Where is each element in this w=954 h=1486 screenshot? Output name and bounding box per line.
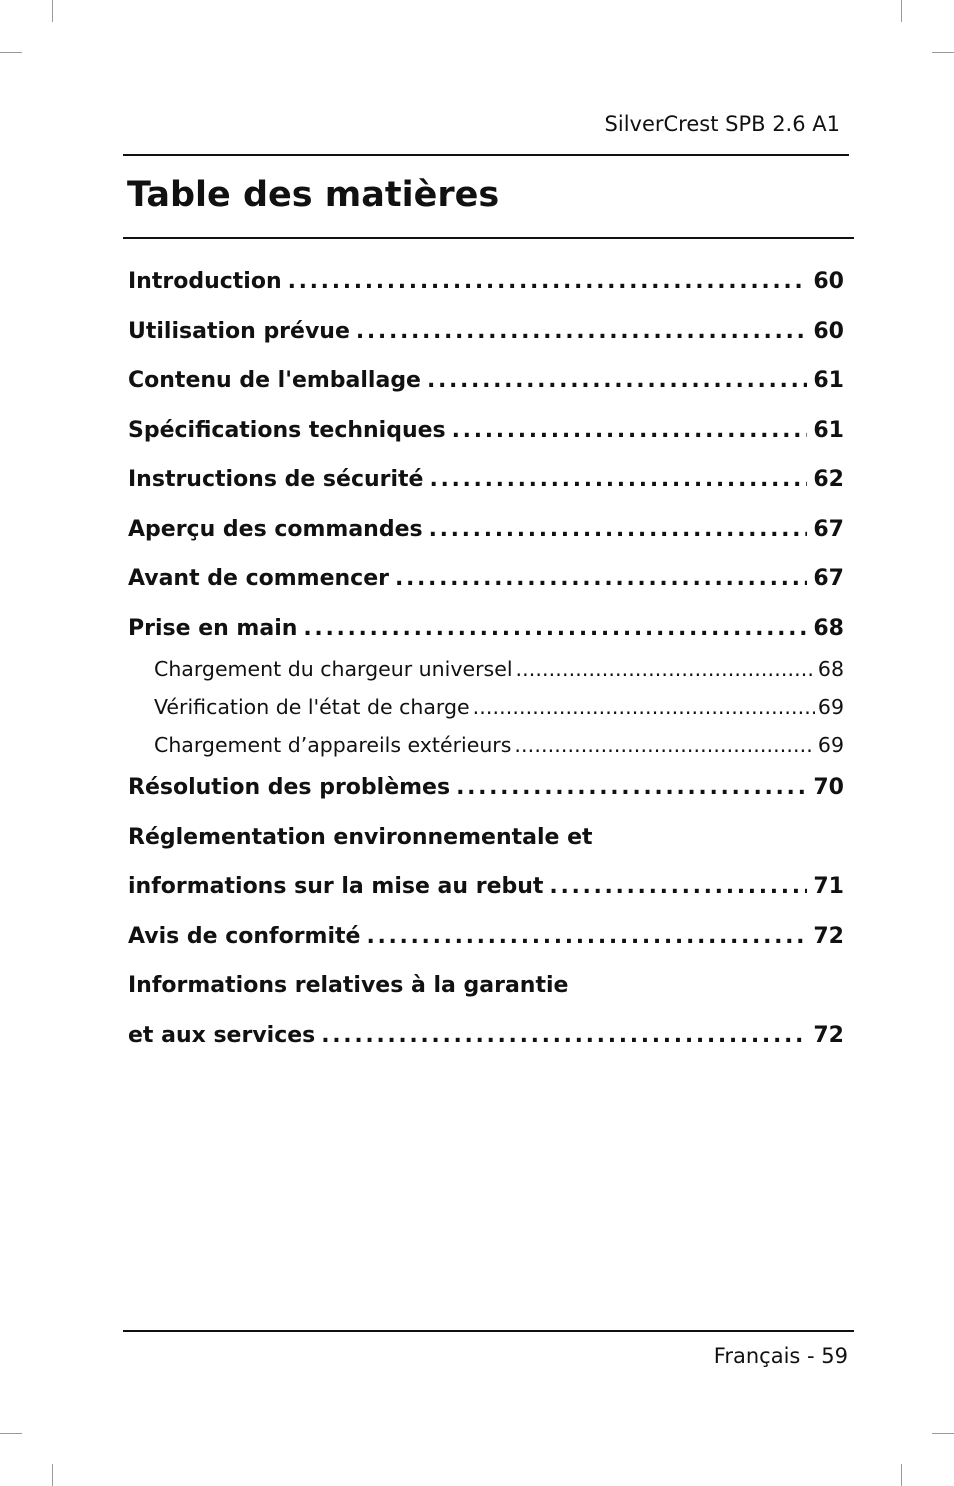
toc-entry-page-number: 69 [817,695,844,719]
toc-entry[interactable] [128,730,844,768]
toc-dot-leader [427,361,807,401]
toc-entry-page-number: 67 [813,566,844,591]
toc-dot-leader [356,312,807,352]
crop-mark [901,1464,902,1486]
toc-entry-label: Informations relatives à la garantie [128,973,569,998]
toc-entry-label: Chargement d’appareils extérieurs [154,733,512,757]
toc-entry-label: informations sur la mise au rebut [128,874,544,899]
crop-mark [52,0,53,22]
toc-dot-leader [429,510,808,550]
toc-dot-leader [549,867,807,907]
toc-entry-page-number: 61 [813,368,844,393]
toc-entry-page-number: 69 [817,733,844,757]
table-of-contents [128,262,844,1065]
footer-page-label: Français - 59 [713,1344,848,1368]
toc-entry-label: Contenu de l'emballage [128,368,421,393]
toc-entry[interactable] [128,818,844,868]
toc-entry-page-number: 67 [813,516,844,542]
toc-entry[interactable] [128,361,844,411]
toc-entry[interactable] [128,312,844,362]
toc-dot-leader [452,411,808,451]
toc-entry[interactable] [128,692,844,730]
toc-dot-leader [456,768,807,808]
header-product-name: SilverCrest SPB 2.6 A1 [604,112,840,136]
toc-entry-page-number: 62 [813,467,844,492]
toc-entry-page-number: 70 [813,775,844,800]
toc-entry-label: Avant de commencer [128,566,389,591]
toc-entry-label: Instructions de sécurité [128,467,424,492]
toc-entry-label: et aux services [128,1022,316,1048]
toc-dot-leader [321,1016,807,1056]
toc-dot-leader [429,460,807,500]
toc-entry-label: Résolution des problèmes [128,775,451,800]
toc-entry-page-number: 60 [813,318,844,344]
toc-entry[interactable] [128,460,844,510]
toc-entry[interactable] [128,768,844,818]
header-rule [123,154,849,156]
toc-entry[interactable] [128,867,844,917]
toc-entry-label: Spécifications techniques [128,417,446,443]
toc-entry-page-number: 60 [813,269,844,294]
toc-entry-label: Réglementation environnementale et [128,824,593,850]
toc-entry[interactable] [128,559,844,609]
crop-mark [0,52,22,53]
footer-rule [123,1330,854,1332]
toc-entry[interactable] [128,411,844,461]
crop-mark [901,0,902,22]
toc-entry[interactable] [128,510,844,560]
toc-entry-page-number: 68 [813,615,844,641]
toc-dot-leader [516,654,815,684]
toc-entry[interactable] [128,917,844,967]
toc-entry-page-number: 71 [813,874,844,899]
toc-dot-leader [395,559,807,599]
toc-entry-page-number: 68 [817,657,844,681]
crop-mark [0,1433,22,1434]
toc-dot-leader [473,692,815,722]
crop-mark [932,1433,954,1434]
page-title: Table des matières [127,175,500,215]
toc-entry-label: Introduction [128,269,282,294]
toc-entry-label: Chargement du chargeur universel [154,657,513,681]
toc-dot-leader [303,609,807,649]
toc-entry-label: Aperçu des commandes [128,516,423,542]
toc-entry-label: Prise en main [128,615,298,641]
toc-entry[interactable] [128,262,844,312]
crop-mark [52,1464,53,1486]
toc-entry-label: Utilisation prévue [128,318,350,344]
toc-entry[interactable] [128,609,844,659]
toc-entry-page-number: 61 [813,417,844,443]
toc-entry[interactable] [128,654,844,692]
toc-entry-page-number: 72 [813,1022,844,1048]
toc-dot-leader [366,917,807,957]
title-rule [123,237,854,239]
crop-mark [932,52,954,53]
toc-entry-label: Vérification de l'état de charge [154,695,470,719]
toc-entry-page-number: 72 [813,923,844,949]
toc-dot-leader [514,730,814,760]
toc-entry[interactable] [128,966,844,1016]
toc-entry[interactable] [128,1016,844,1066]
toc-dot-leader [288,262,808,302]
toc-entry-label: Avis de conformité [128,923,361,949]
